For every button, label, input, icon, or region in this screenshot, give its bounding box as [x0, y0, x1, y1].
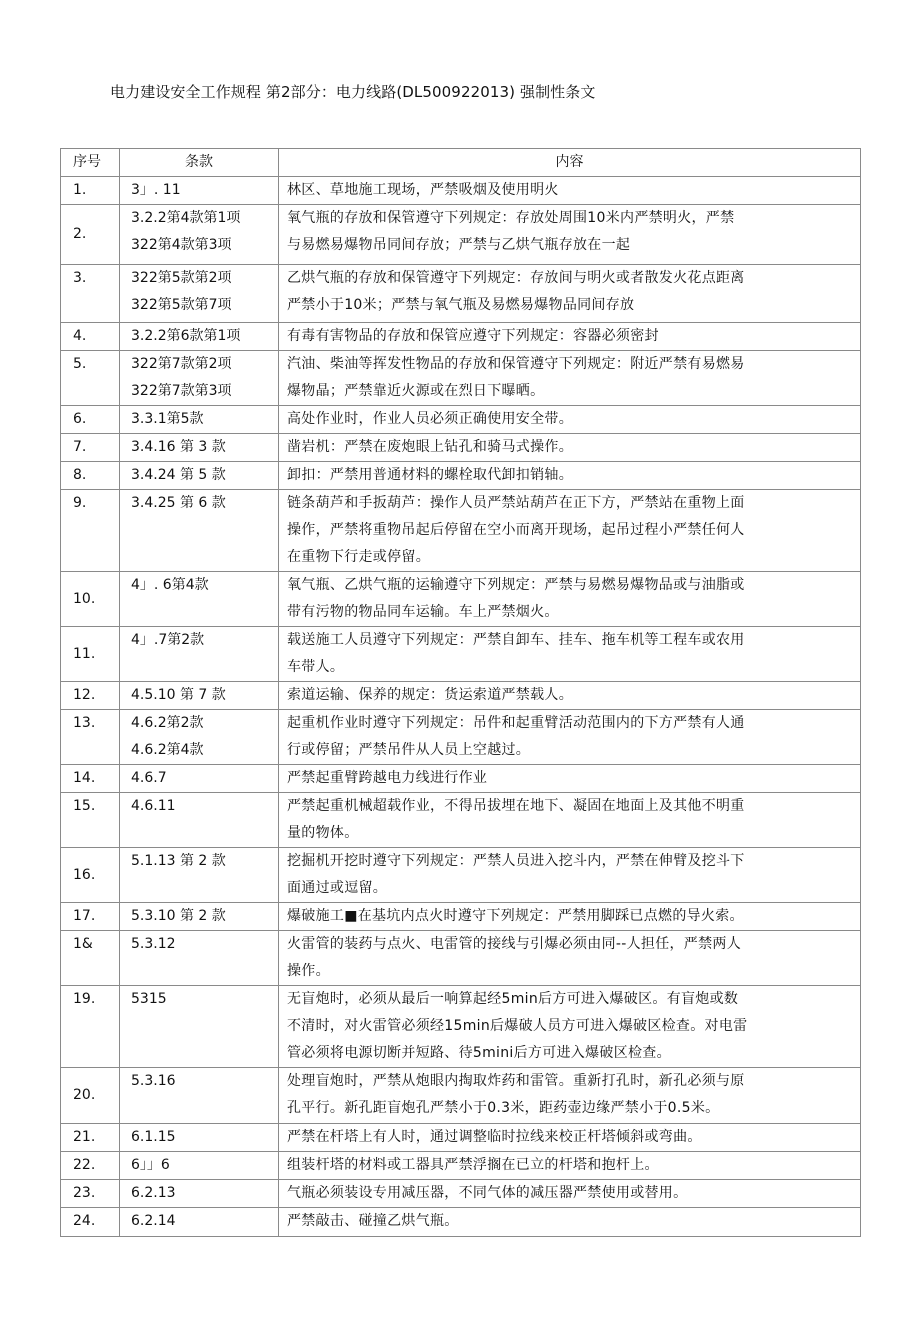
table-row [61, 205, 861, 265]
content-line: 起重机作业时遵守下列规定：吊件和起重臂活动范围内的下方严禁有人通 [287, 715, 745, 731]
clause-line: 4.5.10 第 7 款 [131, 687, 226, 703]
content-line: 量的物体。 [287, 825, 359, 841]
content-line: 在重物下行走或停留。 [287, 549, 430, 565]
row-clause [120, 351, 279, 406]
row-content [279, 1152, 861, 1180]
table-row [61, 848, 861, 903]
content-line: 汽油、柴油等挥发性物品的存放和保管遵守下列规定：附近严禁有易燃易 [287, 356, 745, 372]
row-number: 19. [61, 986, 120, 1068]
row-content [279, 1180, 861, 1208]
header-number: 序号 [61, 149, 120, 177]
row-clause [120, 903, 279, 931]
row-number: 14. [61, 765, 120, 793]
table-row [61, 490, 861, 572]
content-line: 链条葫芦和手扳葫芦：操作人员严禁站葫芦在正下方，严禁站在重物上面 [287, 495, 745, 511]
row-number: 24. [61, 1208, 120, 1237]
clause-line: 6」」6 [131, 1157, 170, 1173]
row-number: 20. [61, 1068, 120, 1124]
row-content [279, 627, 861, 682]
clause-line: 322第5款第2项 [131, 270, 232, 286]
content-line: 凿岩机：严禁在废炮眼上钻孔和骑马式操作。 [287, 439, 573, 455]
clause-line: 3.3.1第5款 [131, 411, 204, 427]
table-header-row [61, 149, 861, 177]
table-row [61, 323, 861, 351]
table-row [61, 1068, 861, 1124]
content-line: 林区、草地施工现场，严禁吸烟及使用明火 [287, 182, 559, 198]
table-row [61, 931, 861, 986]
content-line: 组装杆塔的材料或工器具严禁浮搁在已立的杆塔和抱杆上。 [287, 1157, 659, 1173]
document-title: 电力建设安全工作规程 第2部分：电力线路(DL500922013) 强制性条文 [110, 83, 596, 101]
content-line: 孔平行。新孔距盲炮孔严禁小于0.3米，距药壶边缘严禁小于0.5米。 [287, 1100, 720, 1116]
content-line: 高处作业时，作业人员必须正确使用安全带。 [287, 411, 573, 427]
row-number: 3. [61, 265, 120, 323]
content-line: 有毒有害物品的存放和保管应遵守下列规定：容器必须密封 [287, 328, 659, 344]
clause-line: 3.4.24 第 5 款 [131, 467, 226, 483]
clause-line: 6.2.14 [131, 1213, 176, 1229]
content-line: 与易燃易爆物吊同间存放；严禁与乙烘气瓶存放在一起 [287, 237, 631, 253]
clause-line: 3.2.2第4款第1项 [131, 210, 241, 226]
header-clause: 条款 [120, 149, 279, 177]
content-line: 载送施工人员遵守下列规定：严禁自卸车、挂车、拖车机等工程车或农用 [287, 632, 745, 648]
clause-line: 322第5款第7项 [131, 297, 232, 313]
content-line: 操作，严禁将重物吊起后停留在空小而离开现场，起吊过程小严禁任何人 [287, 522, 745, 538]
clause-line: 3.4.25 第 6 款 [131, 495, 226, 511]
table-row [61, 986, 861, 1068]
table-row [61, 462, 861, 490]
row-content [279, 323, 861, 351]
row-clause [120, 986, 279, 1068]
row-number: 1& [61, 931, 120, 986]
row-content [279, 177, 861, 205]
table-row [61, 1180, 861, 1208]
content-line: 索道运输、保养的规定：货运索道严禁载人。 [287, 687, 573, 703]
content-line: 乙烘气瓶的存放和保管遵守下列规定：存放间与明火或者散发火花点距离 [287, 270, 745, 286]
row-number: 22. [61, 1152, 120, 1180]
content-line: 氧气瓶、乙烘气瓶的运输遵守下列规定：严禁与易燃易爆物品或与油脂或 [287, 577, 745, 593]
row-content [279, 848, 861, 903]
content-line: 严禁敲击、碰撞乙烘气瓶。 [287, 1213, 459, 1229]
content-line: 管必须将电源切断并短路、待5mini后方可进入爆破区检查。 [287, 1045, 671, 1061]
row-clause [120, 931, 279, 986]
row-content [279, 986, 861, 1068]
row-content [279, 1068, 861, 1124]
row-content [279, 572, 861, 627]
table-row [61, 572, 861, 627]
clause-line: 4.6.11 [131, 798, 176, 814]
content-line: 严禁起重机械超载作业，不得吊拔埋在地下、凝固在地面上及其他不明重 [287, 798, 745, 814]
content-line: 不清时，对火雷管必须经15min后爆破人员方可进入爆破区检查。对电雷 [287, 1018, 748, 1034]
row-content [279, 931, 861, 986]
table-row [61, 903, 861, 931]
content-line: 处理盲炮时，严禁从炮眼内掏取炸药和雷管。重新打孔时，新孔必须与原 [287, 1073, 745, 1089]
content-line: 面通过或逗留。 [287, 880, 388, 896]
row-content [279, 682, 861, 710]
content-line: 卸扣：严禁用普通材料的螺栓取代卸扣销轴。 [287, 467, 573, 483]
row-number: 21. [61, 1124, 120, 1152]
row-clause [120, 323, 279, 351]
table-row [61, 1152, 861, 1180]
content-line: 气瓶必须装设专用减压器，不同气体的减压器严禁使用或替用。 [287, 1185, 688, 1201]
content-line: 严禁在杆塔上有人时，通过调整临时拉线来校正杆塔倾斜或弯曲。 [287, 1129, 702, 1145]
content-line: 爆破施工■在基坑内点火时遵守下列规定：严禁用脚踩已点燃的导火索。 [287, 908, 744, 924]
row-clause [120, 177, 279, 205]
row-content [279, 205, 861, 265]
row-clause [120, 265, 279, 323]
row-number: 13. [61, 710, 120, 765]
row-number: 6. [61, 406, 120, 434]
table-row [61, 177, 861, 205]
header-content: 内容 [279, 149, 861, 177]
row-content [279, 1124, 861, 1152]
row-number: 2. [61, 205, 120, 265]
table-row [61, 793, 861, 848]
row-content [279, 434, 861, 462]
clause-line: 4.6.2第4款 [131, 742, 204, 758]
row-clause [120, 205, 279, 265]
clause-line: 4.6.7 [131, 770, 167, 786]
row-clause [120, 406, 279, 434]
row-clause [120, 765, 279, 793]
row-clause [120, 627, 279, 682]
row-content [279, 903, 861, 931]
table-row [61, 406, 861, 434]
clause-line: 5.3.16 [131, 1073, 176, 1089]
clause-line: 3.4.16 第 3 款 [131, 439, 226, 455]
row-content [279, 793, 861, 848]
row-clause [120, 490, 279, 572]
clause-line: 4.6.2第2款 [131, 715, 204, 731]
clause-line: 6.1.15 [131, 1129, 176, 1145]
clause-line: 6.2.13 [131, 1185, 176, 1201]
content-line: 车带人。 [287, 659, 345, 675]
row-clause [120, 1152, 279, 1180]
row-number: 4. [61, 323, 120, 351]
row-clause [120, 1068, 279, 1124]
table-row [61, 1124, 861, 1152]
table-row [61, 351, 861, 406]
clause-line: 322第7款第3项 [131, 383, 232, 399]
row-number: 7. [61, 434, 120, 462]
content-line: 严禁起重臂跨越电力线进行作业 [287, 770, 488, 786]
table-row [61, 1208, 861, 1237]
row-content [279, 406, 861, 434]
clause-line: 3.2.2第6款第1项 [131, 328, 241, 344]
row-content [279, 351, 861, 406]
row-content [279, 1208, 861, 1237]
row-number: 9. [61, 490, 120, 572]
clause-line: 4」.7第2款 [131, 632, 205, 648]
row-number: 12. [61, 682, 120, 710]
row-content [279, 490, 861, 572]
row-number: 17. [61, 903, 120, 931]
content-line: 行或停留；严禁吊件从人员上空越过。 [287, 742, 531, 758]
table-row [61, 434, 861, 462]
content-line: 严禁小于10米；严禁与氧气瓶及易燃易爆物品同间存放 [287, 297, 635, 313]
content-line: 带有污物的物品同车运输。车上严禁烟火。 [287, 604, 559, 620]
row-clause [120, 462, 279, 490]
row-clause [120, 1180, 279, 1208]
row-number: 8. [61, 462, 120, 490]
row-clause [120, 1208, 279, 1237]
table-row [61, 765, 861, 793]
row-content [279, 765, 861, 793]
content-line: 挖掘机开挖时遵守下列规定：严禁人员进入挖斗内，严禁在伸臂及挖斗下 [287, 853, 745, 869]
table-row [61, 627, 861, 682]
content-line: 操作。 [287, 963, 330, 979]
row-content [279, 462, 861, 490]
table-row [61, 265, 861, 323]
row-number: 16. [61, 848, 120, 903]
row-clause [120, 710, 279, 765]
clause-line: 3」. 11 [131, 182, 181, 198]
clause-line: 5.1.13 第 2 款 [131, 853, 226, 869]
content-line: 爆物晶；严禁靠近火源或在烈日下曝晒。 [287, 383, 545, 399]
row-clause [120, 793, 279, 848]
row-number: 11. [61, 627, 120, 682]
clause-line: 5.3.12 [131, 936, 176, 952]
clause-line: 5315 [131, 991, 167, 1007]
row-number: 5. [61, 351, 120, 406]
row-content [279, 265, 861, 323]
row-clause [120, 434, 279, 462]
row-clause [120, 848, 279, 903]
row-number: 15. [61, 793, 120, 848]
row-number: 1. [61, 177, 120, 205]
row-clause [120, 1124, 279, 1152]
row-clause [120, 682, 279, 710]
clause-line: 5.3.10 第 2 款 [131, 908, 226, 924]
clause-line: 322第7款第2项 [131, 356, 232, 372]
table-row [61, 710, 861, 765]
clause-line: 4」. 6第4款 [131, 577, 209, 593]
content-line: 火雷管的装药与点火、电雷管的接线与引爆必须由同--人担任，严禁两人 [287, 936, 742, 952]
row-number: 23. [61, 1180, 120, 1208]
mandatory-provisions-table [60, 148, 861, 1237]
table-row [61, 682, 861, 710]
content-line: 无盲炮时，必须从最后一响算起经5min后方可进入爆破区。有盲炮或数 [287, 991, 739, 1007]
row-clause [120, 572, 279, 627]
clause-line: 322第4款第3项 [131, 237, 232, 253]
row-number: 10. [61, 572, 120, 627]
content-line: 氧气瓶的存放和保管遵守下列规定：存放处周围10米内严禁明火，严禁 [287, 210, 735, 226]
row-content [279, 710, 861, 765]
